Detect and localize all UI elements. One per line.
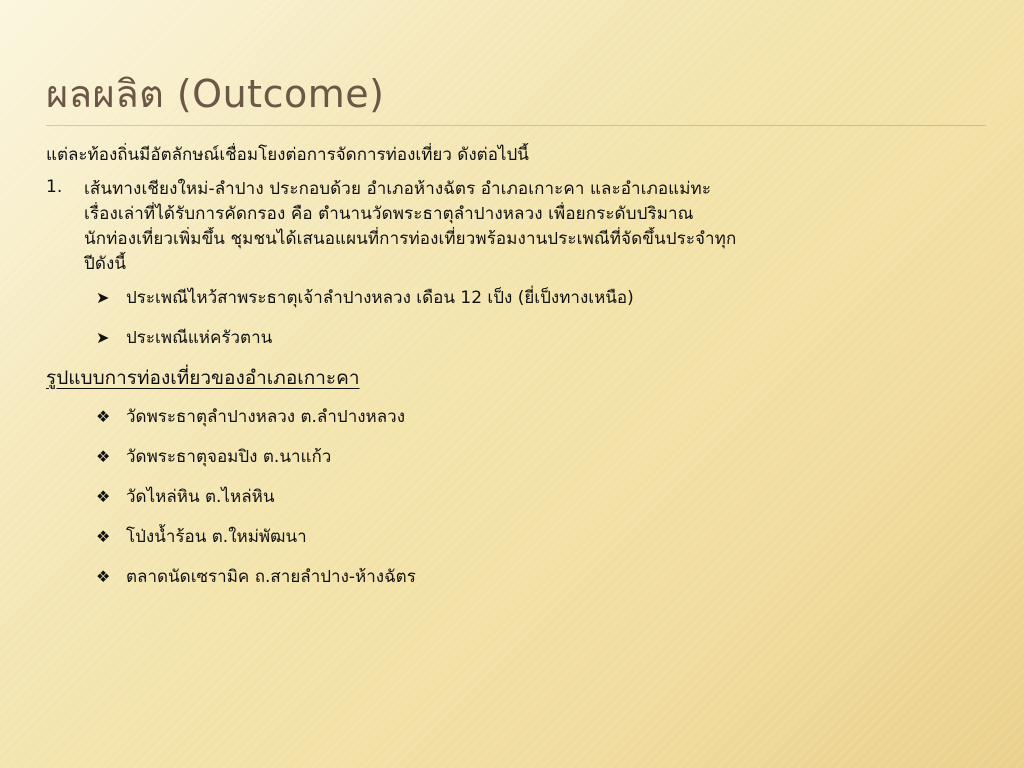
arrow-list-item bbox=[46, 277, 998, 317]
section-subheading: รูปแบบการท่องเที่ยวของอำเภอเกาะคา bbox=[46, 367, 360, 389]
diamond-list-item bbox=[46, 556, 998, 596]
four-diamond-bullet-icon: ❖ bbox=[96, 406, 111, 426]
title-divider bbox=[46, 125, 986, 126]
diamond-item-text: โป่งน้ำร้อน ต.ใหม่พัฒนา bbox=[126, 526, 307, 547]
four-diamond-bullet-icon: ❖ bbox=[96, 486, 111, 506]
slide-body bbox=[46, 143, 998, 596]
four-diamond-bullet-icon: ❖ bbox=[96, 526, 111, 546]
numbered-item-1 bbox=[46, 177, 998, 277]
diamond-item-text: วัดพระธาตุจอมปิง ต.นาแก้ว bbox=[126, 446, 332, 467]
diamond-list-item bbox=[46, 396, 998, 436]
item1-line-3: นักท่องเที่ยวเพิ่มขึ้น ชุมชนได้เสนอแผนที่การท่องเที่ยวพร้อมงานประเพณีที่จัดขึ้นประจำทุก bbox=[84, 229, 737, 249]
item1-line-2: เรื่องเล่าที่ได้รับการคัดกรอง คือ ตำนานวัดพระธาตุลำปางหลวง เพื่อยกระดับปริมาณ bbox=[84, 204, 694, 224]
four-diamond-bullet-icon: ❖ bbox=[96, 446, 111, 466]
arrow-bullet-icon: ➤ bbox=[96, 327, 110, 347]
arrow-bullet-icon: ➤ bbox=[96, 287, 110, 307]
slide-title: ผลผลิต (Outcome) bbox=[46, 72, 385, 116]
diamond-list-item bbox=[46, 516, 998, 556]
four-diamond-bullet-icon: ❖ bbox=[96, 566, 111, 586]
arrow-item-text: ประเพณีแห่ครัวตาน bbox=[126, 327, 273, 348]
diamond-item-text: วัดพระธาตุลำปางหลวง ต.ลำปางหลวง bbox=[126, 406, 406, 427]
diamond-item-text: วัดไหล่หิน ต.ไหล่หิน bbox=[126, 486, 275, 507]
arrow-list-item bbox=[46, 317, 998, 357]
diamond-list-item bbox=[46, 436, 998, 476]
item-number: 1. bbox=[46, 177, 63, 197]
item1-line-1: เส้นทางเชียงใหม่-ลำปาง ประกอบด้วย อำเภอห้างฉัตร อำเภอเกาะคา และอำเภอแม่ทะ bbox=[84, 179, 712, 199]
diamond-item-text: ตลาดนัดเซรามิค ถ.สายลำปาง-ห้างฉัตร bbox=[126, 566, 416, 587]
diamond-list-item bbox=[46, 476, 998, 516]
numbered-item-text bbox=[84, 177, 998, 277]
arrow-item-text: ประเพณีไหว้สาพระธาตุเจ้าลำปางหลวง เดือน 12 เป็ง (ยี่เป็งทางเหนือ) bbox=[126, 287, 634, 308]
item1-line-4: ปีดังนี้ bbox=[84, 254, 127, 274]
title-area bbox=[46, 72, 986, 118]
intro-text: แต่ละท้องถิ่นมีอัตลักษณ์เชื่อมโยงต่อการจัดการท่องเที่ยว ดังต่อไปนี้ bbox=[46, 145, 529, 165]
